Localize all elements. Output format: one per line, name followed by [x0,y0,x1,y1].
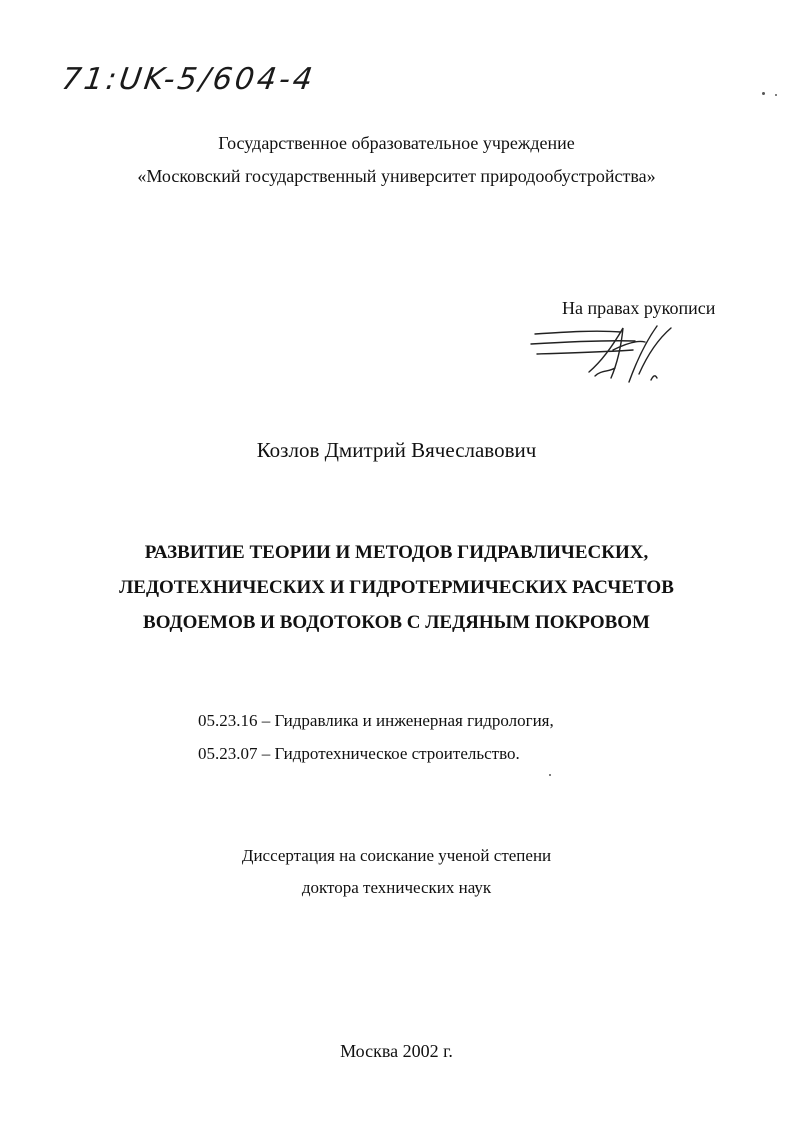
degree-line-1: Диссертация на соискание ученой степени [241,846,552,865]
scan-speck [549,774,551,776]
dissertation-title [0,535,793,640]
title-line-1: РАЗВИТИЕ ТЕОРИИ И МЕТОДОВ ГИДРАВЛИЧЕСКИХ, [144,542,649,563]
handwritten-registration-number: 71:UK-5/604-4 [59,62,318,97]
title-line-3: ВОДОЕМОВ И ВОДОТОКОВ С ЛЕДЯНЫМ ПОКРОВОМ [143,612,650,633]
author-name: Козлов Дмитрий Вячеславович [256,438,537,462]
scan-speck [762,92,765,95]
city-year: Москва 2002 г. [340,1041,453,1061]
specialty-2: 05.23.07 – Гидротехническое строительство. [198,744,520,763]
institution-line-2: «Московский государственный университет природообустройства» [137,166,656,186]
degree-line-2: доктора технических наук [301,878,492,897]
specialty-1: 05.23.16 – Гидравлика и инженерная гидрология, [198,711,554,730]
title-line-2: ЛЕДОТЕХНИЧЕСКИХ И ГИДРОТЕРМИЧЕСКИХ РАСЧЕТОВ [119,577,674,598]
scan-speck [775,94,777,96]
signature-icon [525,320,695,392]
institution-line-1: Государственное образовательное учреждение [218,133,575,153]
rights-note: На правах рукописи [562,298,716,318]
